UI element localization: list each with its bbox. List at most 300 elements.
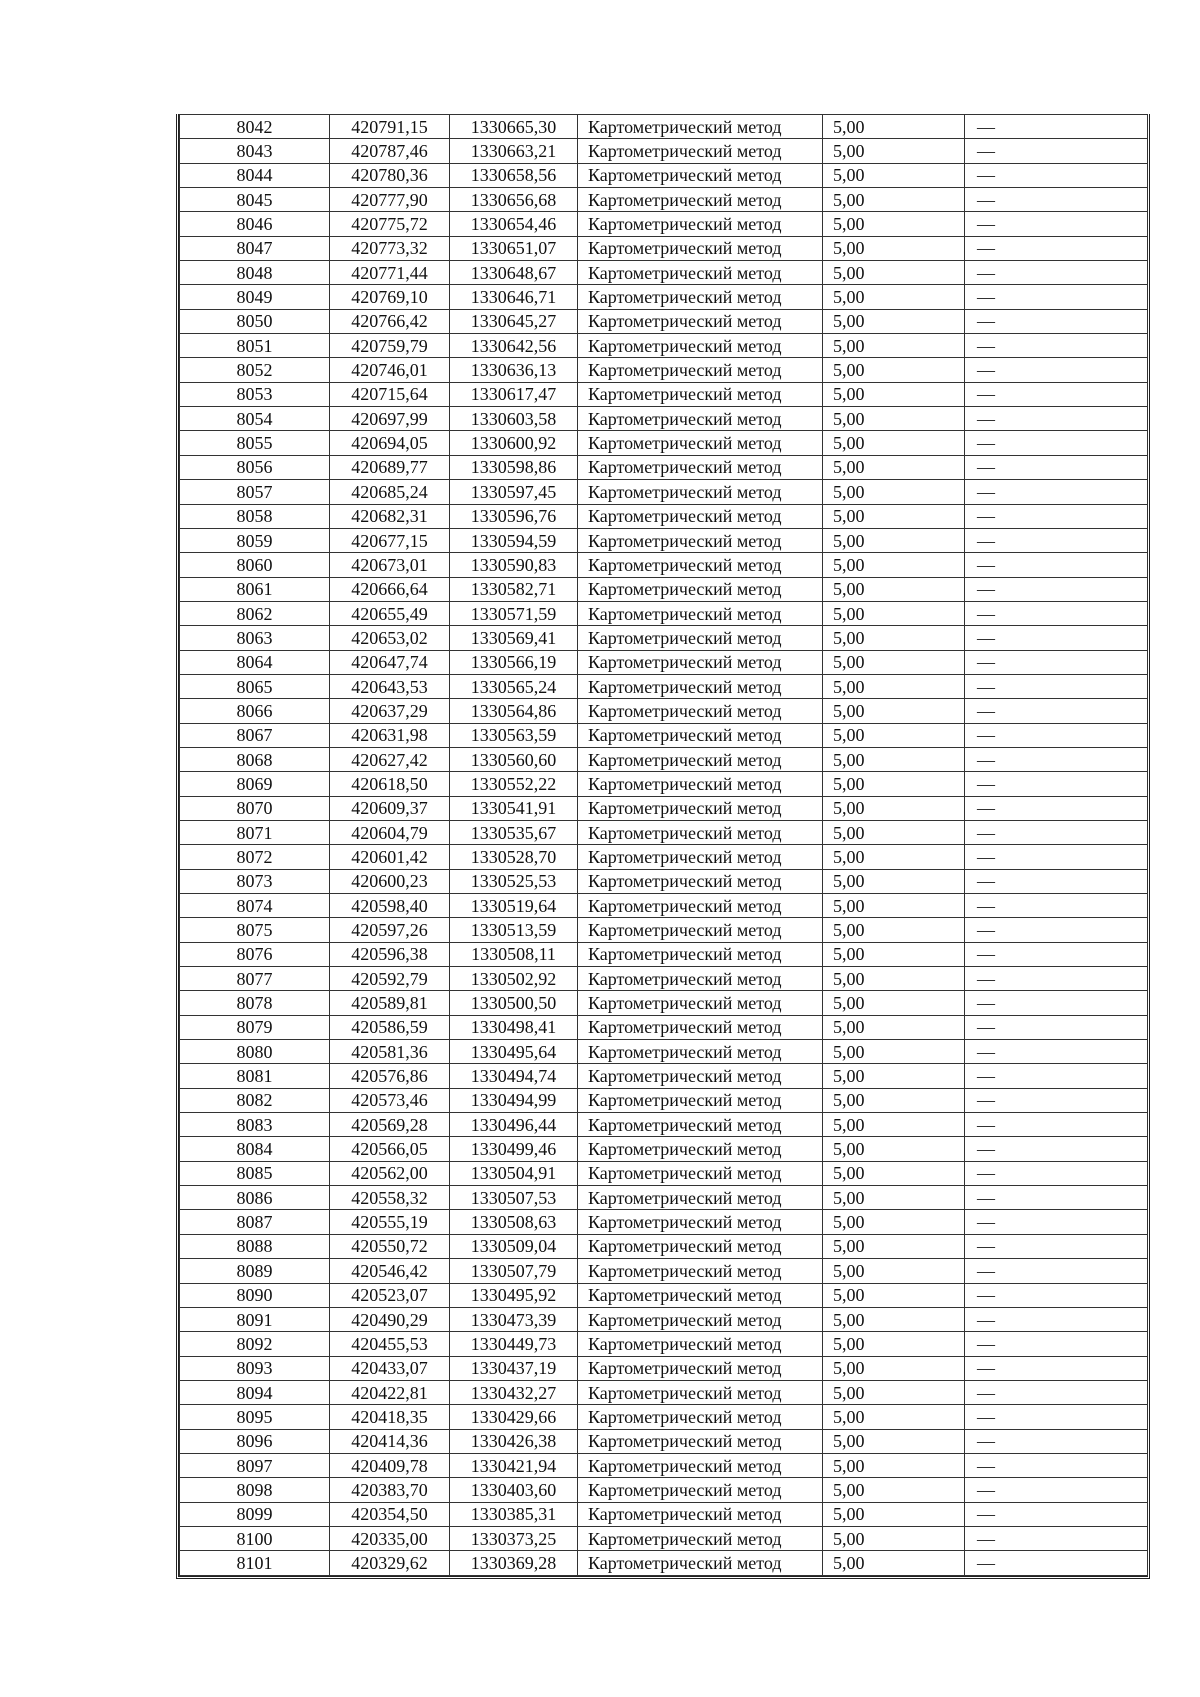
x-coordinate-cell: 420618,50 [330, 772, 450, 796]
method-cell: Картометрический метод [578, 1307, 823, 1331]
y-coordinate-cell: 1330473,39 [450, 1307, 578, 1331]
description-cell: — [965, 1088, 1148, 1112]
x-coordinate-cell: 420598,40 [330, 894, 450, 918]
precision-cell: 5,00 [823, 139, 965, 163]
x-coordinate-cell: 420566,05 [330, 1137, 450, 1161]
table-row [180, 967, 1148, 991]
y-coordinate-cell: 1330495,92 [450, 1283, 578, 1307]
method-cell: Картометрический метод [578, 261, 823, 285]
y-coordinate-cell: 1330656,68 [450, 188, 578, 212]
table-row [180, 455, 1148, 479]
description-cell: — [965, 967, 1148, 991]
method-cell: Картометрический метод [578, 1502, 823, 1526]
x-coordinate-cell: 420589,81 [330, 991, 450, 1015]
y-coordinate-cell: 1330600,92 [450, 431, 578, 455]
point-number-cell: 8061 [180, 577, 330, 601]
description-cell: — [965, 188, 1148, 212]
method-cell: Картометрический метод [578, 772, 823, 796]
point-number-cell: 8091 [180, 1307, 330, 1331]
table-row [180, 1307, 1148, 1331]
point-number-cell: 8093 [180, 1356, 330, 1380]
x-coordinate-cell: 420597,26 [330, 918, 450, 942]
x-coordinate-cell: 420791,15 [330, 115, 450, 139]
description-cell: — [965, 650, 1148, 674]
precision-cell: 5,00 [823, 455, 965, 479]
point-number-cell: 8071 [180, 820, 330, 844]
x-coordinate-cell: 420666,64 [330, 577, 450, 601]
y-coordinate-cell: 1330541,91 [450, 796, 578, 820]
x-coordinate-cell: 420555,19 [330, 1210, 450, 1234]
y-coordinate-cell: 1330571,59 [450, 601, 578, 625]
precision-cell: 5,00 [823, 1259, 965, 1283]
method-cell: Картометрический метод [578, 1356, 823, 1380]
point-number-cell: 8070 [180, 796, 330, 820]
x-coordinate-cell: 420771,44 [330, 261, 450, 285]
method-cell: Картометрический метод [578, 1015, 823, 1039]
description-cell: — [965, 1551, 1148, 1575]
y-coordinate-cell: 1330369,28 [450, 1551, 578, 1575]
point-number-cell: 8053 [180, 382, 330, 406]
point-number-cell: 8079 [180, 1015, 330, 1039]
table-row [180, 1478, 1148, 1502]
precision-cell: 5,00 [823, 1380, 965, 1404]
method-cell: Картометрический метод [578, 334, 823, 358]
description-cell: — [965, 139, 1148, 163]
x-coordinate-cell: 420490,29 [330, 1307, 450, 1331]
precision-cell: 5,00 [823, 1283, 965, 1307]
method-cell: Картометрический метод [578, 115, 823, 139]
description-cell: — [965, 1307, 1148, 1331]
description-cell: — [965, 1356, 1148, 1380]
x-coordinate-cell: 420689,77 [330, 455, 450, 479]
precision-cell: 5,00 [823, 942, 965, 966]
description-cell: — [965, 334, 1148, 358]
y-coordinate-cell: 1330504,91 [450, 1161, 578, 1185]
point-number-cell: 8074 [180, 894, 330, 918]
precision-cell: 5,00 [823, 504, 965, 528]
point-number-cell: 8050 [180, 309, 330, 333]
precision-cell: 5,00 [823, 699, 965, 723]
description-cell: — [965, 1429, 1148, 1453]
precision-cell: 5,00 [823, 1405, 965, 1429]
precision-cell: 5,00 [823, 1040, 965, 1064]
point-number-cell: 8088 [180, 1234, 330, 1258]
method-cell: Картометрический метод [578, 1210, 823, 1234]
x-coordinate-cell: 420354,50 [330, 1502, 450, 1526]
description-cell: — [965, 480, 1148, 504]
x-coordinate-cell: 420627,42 [330, 747, 450, 771]
table-row [180, 1113, 1148, 1137]
point-number-cell: 8073 [180, 869, 330, 893]
x-coordinate-cell: 420643,53 [330, 674, 450, 698]
method-cell: Картометрический метод [578, 528, 823, 552]
precision-cell: 5,00 [823, 480, 965, 504]
precision-cell: 5,00 [823, 334, 965, 358]
description-cell: — [965, 1332, 1148, 1356]
coordinates-table-frame [176, 114, 1150, 1579]
point-number-cell: 8075 [180, 918, 330, 942]
precision-cell: 5,00 [823, 650, 965, 674]
table-row [180, 382, 1148, 406]
point-number-cell: 8100 [180, 1526, 330, 1550]
method-cell: Картометрический метод [578, 1088, 823, 1112]
y-coordinate-cell: 1330499,46 [450, 1137, 578, 1161]
x-coordinate-cell: 420596,38 [330, 942, 450, 966]
table-row [180, 1259, 1148, 1283]
precision-cell: 5,00 [823, 1234, 965, 1258]
table-row [180, 188, 1148, 212]
method-cell: Картометрический метод [578, 285, 823, 309]
y-coordinate-cell: 1330590,83 [450, 553, 578, 577]
y-coordinate-cell: 1330596,76 [450, 504, 578, 528]
x-coordinate-cell: 420647,74 [330, 650, 450, 674]
point-number-cell: 8095 [180, 1405, 330, 1429]
precision-cell: 5,00 [823, 1332, 965, 1356]
description-cell: — [965, 285, 1148, 309]
table-row [180, 1040, 1148, 1064]
description-cell: — [965, 894, 1148, 918]
precision-cell: 5,00 [823, 1526, 965, 1550]
precision-cell: 5,00 [823, 1088, 965, 1112]
x-coordinate-cell: 420573,46 [330, 1088, 450, 1112]
point-number-cell: 8049 [180, 285, 330, 309]
method-cell: Картометрический метод [578, 820, 823, 844]
table-row [180, 918, 1148, 942]
precision-cell: 5,00 [823, 309, 965, 333]
point-number-cell: 8083 [180, 1113, 330, 1137]
x-coordinate-cell: 420433,07 [330, 1356, 450, 1380]
y-coordinate-cell: 1330502,92 [450, 967, 578, 991]
y-coordinate-cell: 1330642,56 [450, 334, 578, 358]
table-row [180, 261, 1148, 285]
x-coordinate-cell: 420637,29 [330, 699, 450, 723]
table-row [180, 699, 1148, 723]
y-coordinate-cell: 1330552,22 [450, 772, 578, 796]
y-coordinate-cell: 1330564,86 [450, 699, 578, 723]
y-coordinate-cell: 1330421,94 [450, 1453, 578, 1477]
y-coordinate-cell: 1330500,50 [450, 991, 578, 1015]
point-number-cell: 8045 [180, 188, 330, 212]
method-cell: Картометрический метод [578, 967, 823, 991]
point-number-cell: 8052 [180, 358, 330, 382]
description-cell: — [965, 1064, 1148, 1088]
x-coordinate-cell: 420383,70 [330, 1478, 450, 1502]
table-row [180, 1405, 1148, 1429]
y-coordinate-cell: 1330565,24 [450, 674, 578, 698]
precision-cell: 5,00 [823, 1551, 965, 1575]
x-coordinate-cell: 420329,62 [330, 1551, 450, 1575]
y-coordinate-cell: 1330494,74 [450, 1064, 578, 1088]
table-row [180, 1429, 1148, 1453]
description-cell: — [965, 991, 1148, 1015]
point-number-cell: 8094 [180, 1380, 330, 1404]
description-cell: — [965, 723, 1148, 747]
x-coordinate-cell: 420409,78 [330, 1453, 450, 1477]
precision-cell: 5,00 [823, 772, 965, 796]
table-row [180, 772, 1148, 796]
precision-cell: 5,00 [823, 188, 965, 212]
method-cell: Картометрический метод [578, 1283, 823, 1307]
table-row [180, 1161, 1148, 1185]
method-cell: Картометрический метод [578, 918, 823, 942]
method-cell: Картометрический метод [578, 358, 823, 382]
table-row [180, 845, 1148, 869]
table-row [180, 504, 1148, 528]
x-coordinate-cell: 420673,01 [330, 553, 450, 577]
x-coordinate-cell: 420653,02 [330, 626, 450, 650]
description-cell: — [965, 504, 1148, 528]
precision-cell: 5,00 [823, 1429, 965, 1453]
point-number-cell: 8101 [180, 1551, 330, 1575]
precision-cell: 5,00 [823, 723, 965, 747]
description-cell: — [965, 747, 1148, 771]
precision-cell: 5,00 [823, 236, 965, 260]
y-coordinate-cell: 1330646,71 [450, 285, 578, 309]
y-coordinate-cell: 1330654,46 [450, 212, 578, 236]
precision-cell: 5,00 [823, 845, 965, 869]
y-coordinate-cell: 1330597,45 [450, 480, 578, 504]
method-cell: Картометрический метод [578, 1234, 823, 1258]
y-coordinate-cell: 1330603,58 [450, 407, 578, 431]
description-cell: — [965, 236, 1148, 260]
x-coordinate-cell: 420777,90 [330, 188, 450, 212]
method-cell: Картометрический метод [578, 139, 823, 163]
x-coordinate-cell: 420746,01 [330, 358, 450, 382]
point-number-cell: 8098 [180, 1478, 330, 1502]
point-number-cell: 8081 [180, 1064, 330, 1088]
description-cell: — [965, 455, 1148, 479]
point-number-cell: 8066 [180, 699, 330, 723]
description-cell: — [965, 845, 1148, 869]
method-cell: Картометрический метод [578, 1526, 823, 1550]
x-coordinate-cell: 420600,23 [330, 869, 450, 893]
description-cell: — [965, 212, 1148, 236]
table-row [180, 334, 1148, 358]
precision-cell: 5,00 [823, 1064, 965, 1088]
x-coordinate-cell: 420715,64 [330, 382, 450, 406]
description-cell: — [965, 1015, 1148, 1039]
precision-cell: 5,00 [823, 967, 965, 991]
method-cell: Картометрический метод [578, 1429, 823, 1453]
table-row [180, 1088, 1148, 1112]
y-coordinate-cell: 1330663,21 [450, 139, 578, 163]
precision-cell: 5,00 [823, 626, 965, 650]
x-coordinate-cell: 420685,24 [330, 480, 450, 504]
point-number-cell: 8097 [180, 1453, 330, 1477]
table-row [180, 1332, 1148, 1356]
precision-cell: 5,00 [823, 1113, 965, 1137]
method-cell: Картометрический метод [578, 431, 823, 455]
point-number-cell: 8089 [180, 1259, 330, 1283]
y-coordinate-cell: 1330494,99 [450, 1088, 578, 1112]
point-number-cell: 8042 [180, 115, 330, 139]
table-row [180, 1453, 1148, 1477]
precision-cell: 5,00 [823, 601, 965, 625]
y-coordinate-cell: 1330519,64 [450, 894, 578, 918]
method-cell: Картометрический метод [578, 309, 823, 333]
table-row [180, 407, 1148, 431]
table-body [180, 115, 1148, 1576]
precision-cell: 5,00 [823, 1478, 965, 1502]
x-coordinate-cell: 420576,86 [330, 1064, 450, 1088]
method-cell: Картометрический метод [578, 577, 823, 601]
description-cell: — [965, 1161, 1148, 1185]
x-coordinate-cell: 420523,07 [330, 1283, 450, 1307]
y-coordinate-cell: 1330437,19 [450, 1356, 578, 1380]
x-coordinate-cell: 420780,36 [330, 163, 450, 187]
y-coordinate-cell: 1330636,13 [450, 358, 578, 382]
method-cell: Картометрический метод [578, 1332, 823, 1356]
method-cell: Картометрический метод [578, 1405, 823, 1429]
point-number-cell: 8082 [180, 1088, 330, 1112]
method-cell: Картометрический метод [578, 723, 823, 747]
point-number-cell: 8054 [180, 407, 330, 431]
precision-cell: 5,00 [823, 674, 965, 698]
method-cell: Картометрический метод [578, 991, 823, 1015]
method-cell: Картометрический метод [578, 601, 823, 625]
y-coordinate-cell: 1330648,67 [450, 261, 578, 285]
table-row [180, 285, 1148, 309]
table-row [180, 796, 1148, 820]
precision-cell: 5,00 [823, 820, 965, 844]
method-cell: Картометрический метод [578, 796, 823, 820]
x-coordinate-cell: 420677,15 [330, 528, 450, 552]
x-coordinate-cell: 420787,46 [330, 139, 450, 163]
y-coordinate-cell: 1330528,70 [450, 845, 578, 869]
precision-cell: 5,00 [823, 577, 965, 601]
y-coordinate-cell: 1330508,63 [450, 1210, 578, 1234]
table-row [180, 212, 1148, 236]
y-coordinate-cell: 1330513,59 [450, 918, 578, 942]
table-row [180, 820, 1148, 844]
point-number-cell: 8096 [180, 1429, 330, 1453]
precision-cell: 5,00 [823, 1453, 965, 1477]
method-cell: Картометрический метод [578, 504, 823, 528]
point-number-cell: 8059 [180, 528, 330, 552]
description-cell: — [965, 1210, 1148, 1234]
method-cell: Картометрический метод [578, 1064, 823, 1088]
point-number-cell: 8099 [180, 1502, 330, 1526]
coordinates-table [179, 114, 1148, 1576]
table-row [180, 626, 1148, 650]
precision-cell: 5,00 [823, 115, 965, 139]
y-coordinate-cell: 1330507,79 [450, 1259, 578, 1283]
precision-cell: 5,00 [823, 1015, 965, 1039]
y-coordinate-cell: 1330658,56 [450, 163, 578, 187]
method-cell: Картометрический метод [578, 1113, 823, 1137]
y-coordinate-cell: 1330508,11 [450, 942, 578, 966]
description-cell: — [965, 358, 1148, 382]
x-coordinate-cell: 420773,32 [330, 236, 450, 260]
table-row [180, 480, 1148, 504]
precision-cell: 5,00 [823, 382, 965, 406]
y-coordinate-cell: 1330509,04 [450, 1234, 578, 1258]
description-cell: — [965, 942, 1148, 966]
table-row [180, 528, 1148, 552]
table-row [180, 358, 1148, 382]
method-cell: Картометрический метод [578, 407, 823, 431]
description-cell: — [965, 601, 1148, 625]
method-cell: Картометрический метод [578, 1478, 823, 1502]
precision-cell: 5,00 [823, 358, 965, 382]
point-number-cell: 8069 [180, 772, 330, 796]
method-cell: Картометрический метод [578, 747, 823, 771]
description-cell: — [965, 163, 1148, 187]
point-number-cell: 8043 [180, 139, 330, 163]
method-cell: Картометрический метод [578, 212, 823, 236]
precision-cell: 5,00 [823, 747, 965, 771]
description-cell: — [965, 626, 1148, 650]
precision-cell: 5,00 [823, 407, 965, 431]
table-row [180, 163, 1148, 187]
description-cell: — [965, 309, 1148, 333]
x-coordinate-cell: 420335,00 [330, 1526, 450, 1550]
method-cell: Картометрический метод [578, 626, 823, 650]
precision-cell: 5,00 [823, 1356, 965, 1380]
y-coordinate-cell: 1330432,27 [450, 1380, 578, 1404]
method-cell: Картометрический метод [578, 650, 823, 674]
method-cell: Картометрический метод [578, 382, 823, 406]
x-coordinate-cell: 420655,49 [330, 601, 450, 625]
table-row [180, 1186, 1148, 1210]
precision-cell: 5,00 [823, 1137, 965, 1161]
table-row [180, 431, 1148, 455]
x-coordinate-cell: 420581,36 [330, 1040, 450, 1064]
y-coordinate-cell: 1330645,27 [450, 309, 578, 333]
description-cell: — [965, 796, 1148, 820]
x-coordinate-cell: 420766,42 [330, 309, 450, 333]
x-coordinate-cell: 420601,42 [330, 845, 450, 869]
description-cell: — [965, 1113, 1148, 1137]
x-coordinate-cell: 420586,59 [330, 1015, 450, 1039]
table-row [180, 1283, 1148, 1307]
precision-cell: 5,00 [823, 1186, 965, 1210]
table-row [180, 747, 1148, 771]
y-coordinate-cell: 1330563,59 [450, 723, 578, 747]
table-row [180, 650, 1148, 674]
x-coordinate-cell: 420422,81 [330, 1380, 450, 1404]
point-number-cell: 8057 [180, 480, 330, 504]
point-number-cell: 8046 [180, 212, 330, 236]
x-coordinate-cell: 420455,53 [330, 1332, 450, 1356]
method-cell: Картометрический метод [578, 236, 823, 260]
point-number-cell: 8087 [180, 1210, 330, 1234]
table-row [180, 942, 1148, 966]
point-number-cell: 8058 [180, 504, 330, 528]
method-cell: Картометрический метод [578, 869, 823, 893]
table-row [180, 723, 1148, 747]
table-row [180, 139, 1148, 163]
method-cell: Картометрический метод [578, 674, 823, 698]
x-coordinate-cell: 420562,00 [330, 1161, 450, 1185]
precision-cell: 5,00 [823, 212, 965, 236]
point-number-cell: 8068 [180, 747, 330, 771]
y-coordinate-cell: 1330569,41 [450, 626, 578, 650]
precision-cell: 5,00 [823, 1210, 965, 1234]
method-cell: Картометрический метод [578, 480, 823, 504]
description-cell: — [965, 918, 1148, 942]
table-row [180, 1210, 1148, 1234]
y-coordinate-cell: 1330373,25 [450, 1526, 578, 1550]
description-cell: — [965, 674, 1148, 698]
table-row [180, 869, 1148, 893]
description-cell: — [965, 577, 1148, 601]
y-coordinate-cell: 1330449,73 [450, 1332, 578, 1356]
point-number-cell: 8077 [180, 967, 330, 991]
description-cell: — [965, 869, 1148, 893]
table-row [180, 309, 1148, 333]
point-number-cell: 8072 [180, 845, 330, 869]
